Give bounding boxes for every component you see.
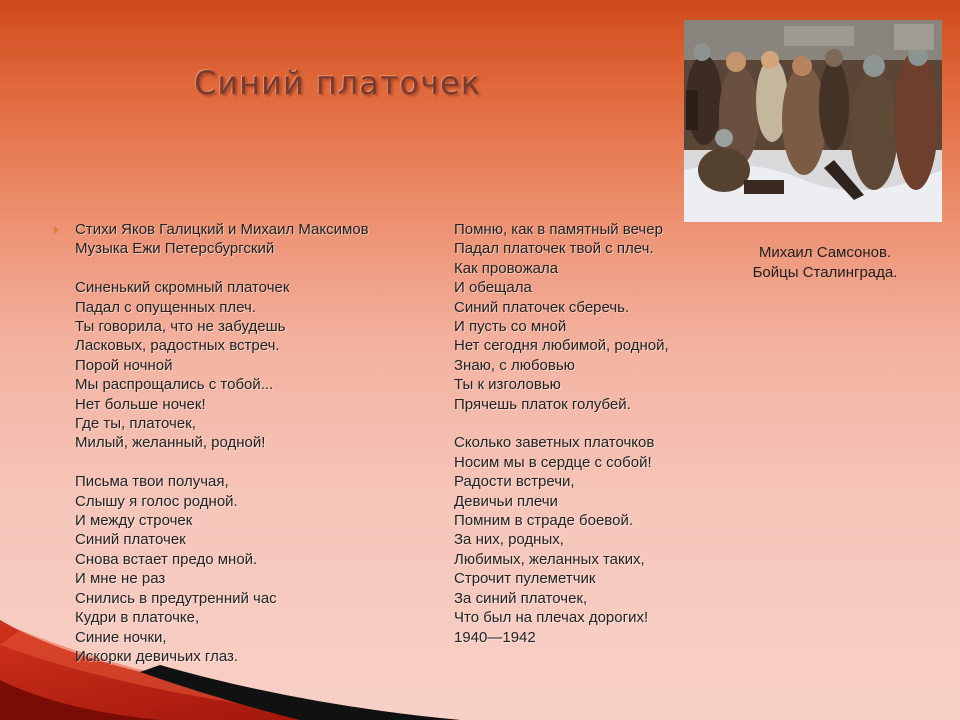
lyric-line: Ты говорила, что не забудешь <box>75 318 286 336</box>
lyric-line: Ласковых, радостных встреч. <box>75 337 280 355</box>
lyric-line: Падал с опущенных плеч. <box>75 298 257 316</box>
lyric-line: Радости встречи, <box>454 473 575 491</box>
lyric-line: Синий платочек сберечь. <box>454 298 630 316</box>
painting-image <box>684 20 942 222</box>
caption-line-author: Михаил Самсонов. <box>758 244 892 261</box>
lyrics-column-right <box>454 220 669 647</box>
lyric-line: Синий платочек <box>75 531 186 549</box>
lyric-line: Синенький скромный платочек <box>75 279 290 297</box>
stanza-spacer <box>75 259 369 278</box>
slide-title: Синий платочек <box>194 64 481 102</box>
lyric-line: Стихи Яков Галицкий и Михаил Максимов <box>75 221 369 238</box>
lyric-line: Любимых, желанных таких, <box>454 550 645 568</box>
lyric-line: Искорки девичьих глаз. <box>75 647 239 665</box>
lyric-line: Кудри в платочке, <box>75 609 200 627</box>
lyric-line: Письма твои получая, <box>75 473 229 491</box>
lyric-line: Мы распрощались с тобой... <box>75 376 274 394</box>
lyric-line: Порой ночной <box>75 356 173 374</box>
lyric-line: И мне не раз <box>75 570 166 588</box>
lyric-line: Снились в предутренний час <box>75 589 277 607</box>
lyric-line: Нет сегодня любимой, родной, <box>454 337 669 355</box>
lyric-line: Помню, как в памятный вечер <box>454 221 663 238</box>
lyric-line: Как провожала <box>454 259 559 277</box>
lyric-line: И обещала <box>454 279 532 297</box>
lyric-line: Синие ночки, <box>75 628 167 646</box>
lyric-line: Сколько заветных платочков <box>454 434 655 452</box>
bullet-arrow-icon <box>54 226 59 234</box>
lyric-line: За них, родных, <box>454 531 564 549</box>
lyric-line: Падал платочек твой с плеч. <box>454 240 654 258</box>
lyric-line: Знаю, с любовью <box>454 356 575 374</box>
stanza-spacer <box>75 453 369 472</box>
lyric-line: Музыка Ежи Петерсбургский <box>75 240 275 258</box>
lyric-line: Что был на плечах дорогих! <box>454 609 649 627</box>
lyric-line: Помним в страде боевой. <box>454 512 633 530</box>
lyric-line: Нет больше ночек! <box>75 395 206 413</box>
lyric-line: Снова встает предо мной. <box>75 550 258 568</box>
lyrics-column-left <box>75 220 369 666</box>
lyric-line: Строчит пулеметчик <box>454 570 596 588</box>
lyric-line: Ты к изголовью <box>454 376 561 394</box>
lyric-line: Слышу я голос родной. <box>75 492 238 510</box>
lyric-line: Девичьи плечи <box>454 492 558 510</box>
painting-caption <box>705 243 945 282</box>
lyric-line: За синий платочек, <box>454 589 588 607</box>
soldiers-painting-illustration <box>684 20 942 222</box>
caption-line-title: Бойцы Сталинграда. <box>752 263 898 281</box>
stanza-spacer <box>454 414 669 433</box>
lyric-line: Где ты, платочек, <box>75 415 196 433</box>
lyric-line: Милый, желанный, родной! <box>75 434 266 452</box>
lyric-line: И пусть со мной <box>454 318 567 336</box>
lyric-line: И между строчек <box>75 512 193 530</box>
lyric-line: Носим мы в сердце с собой! <box>454 453 652 471</box>
lyric-line: Прячешь платок голубей. <box>454 395 631 413</box>
lyric-line: 1940—1942 <box>454 628 536 646</box>
